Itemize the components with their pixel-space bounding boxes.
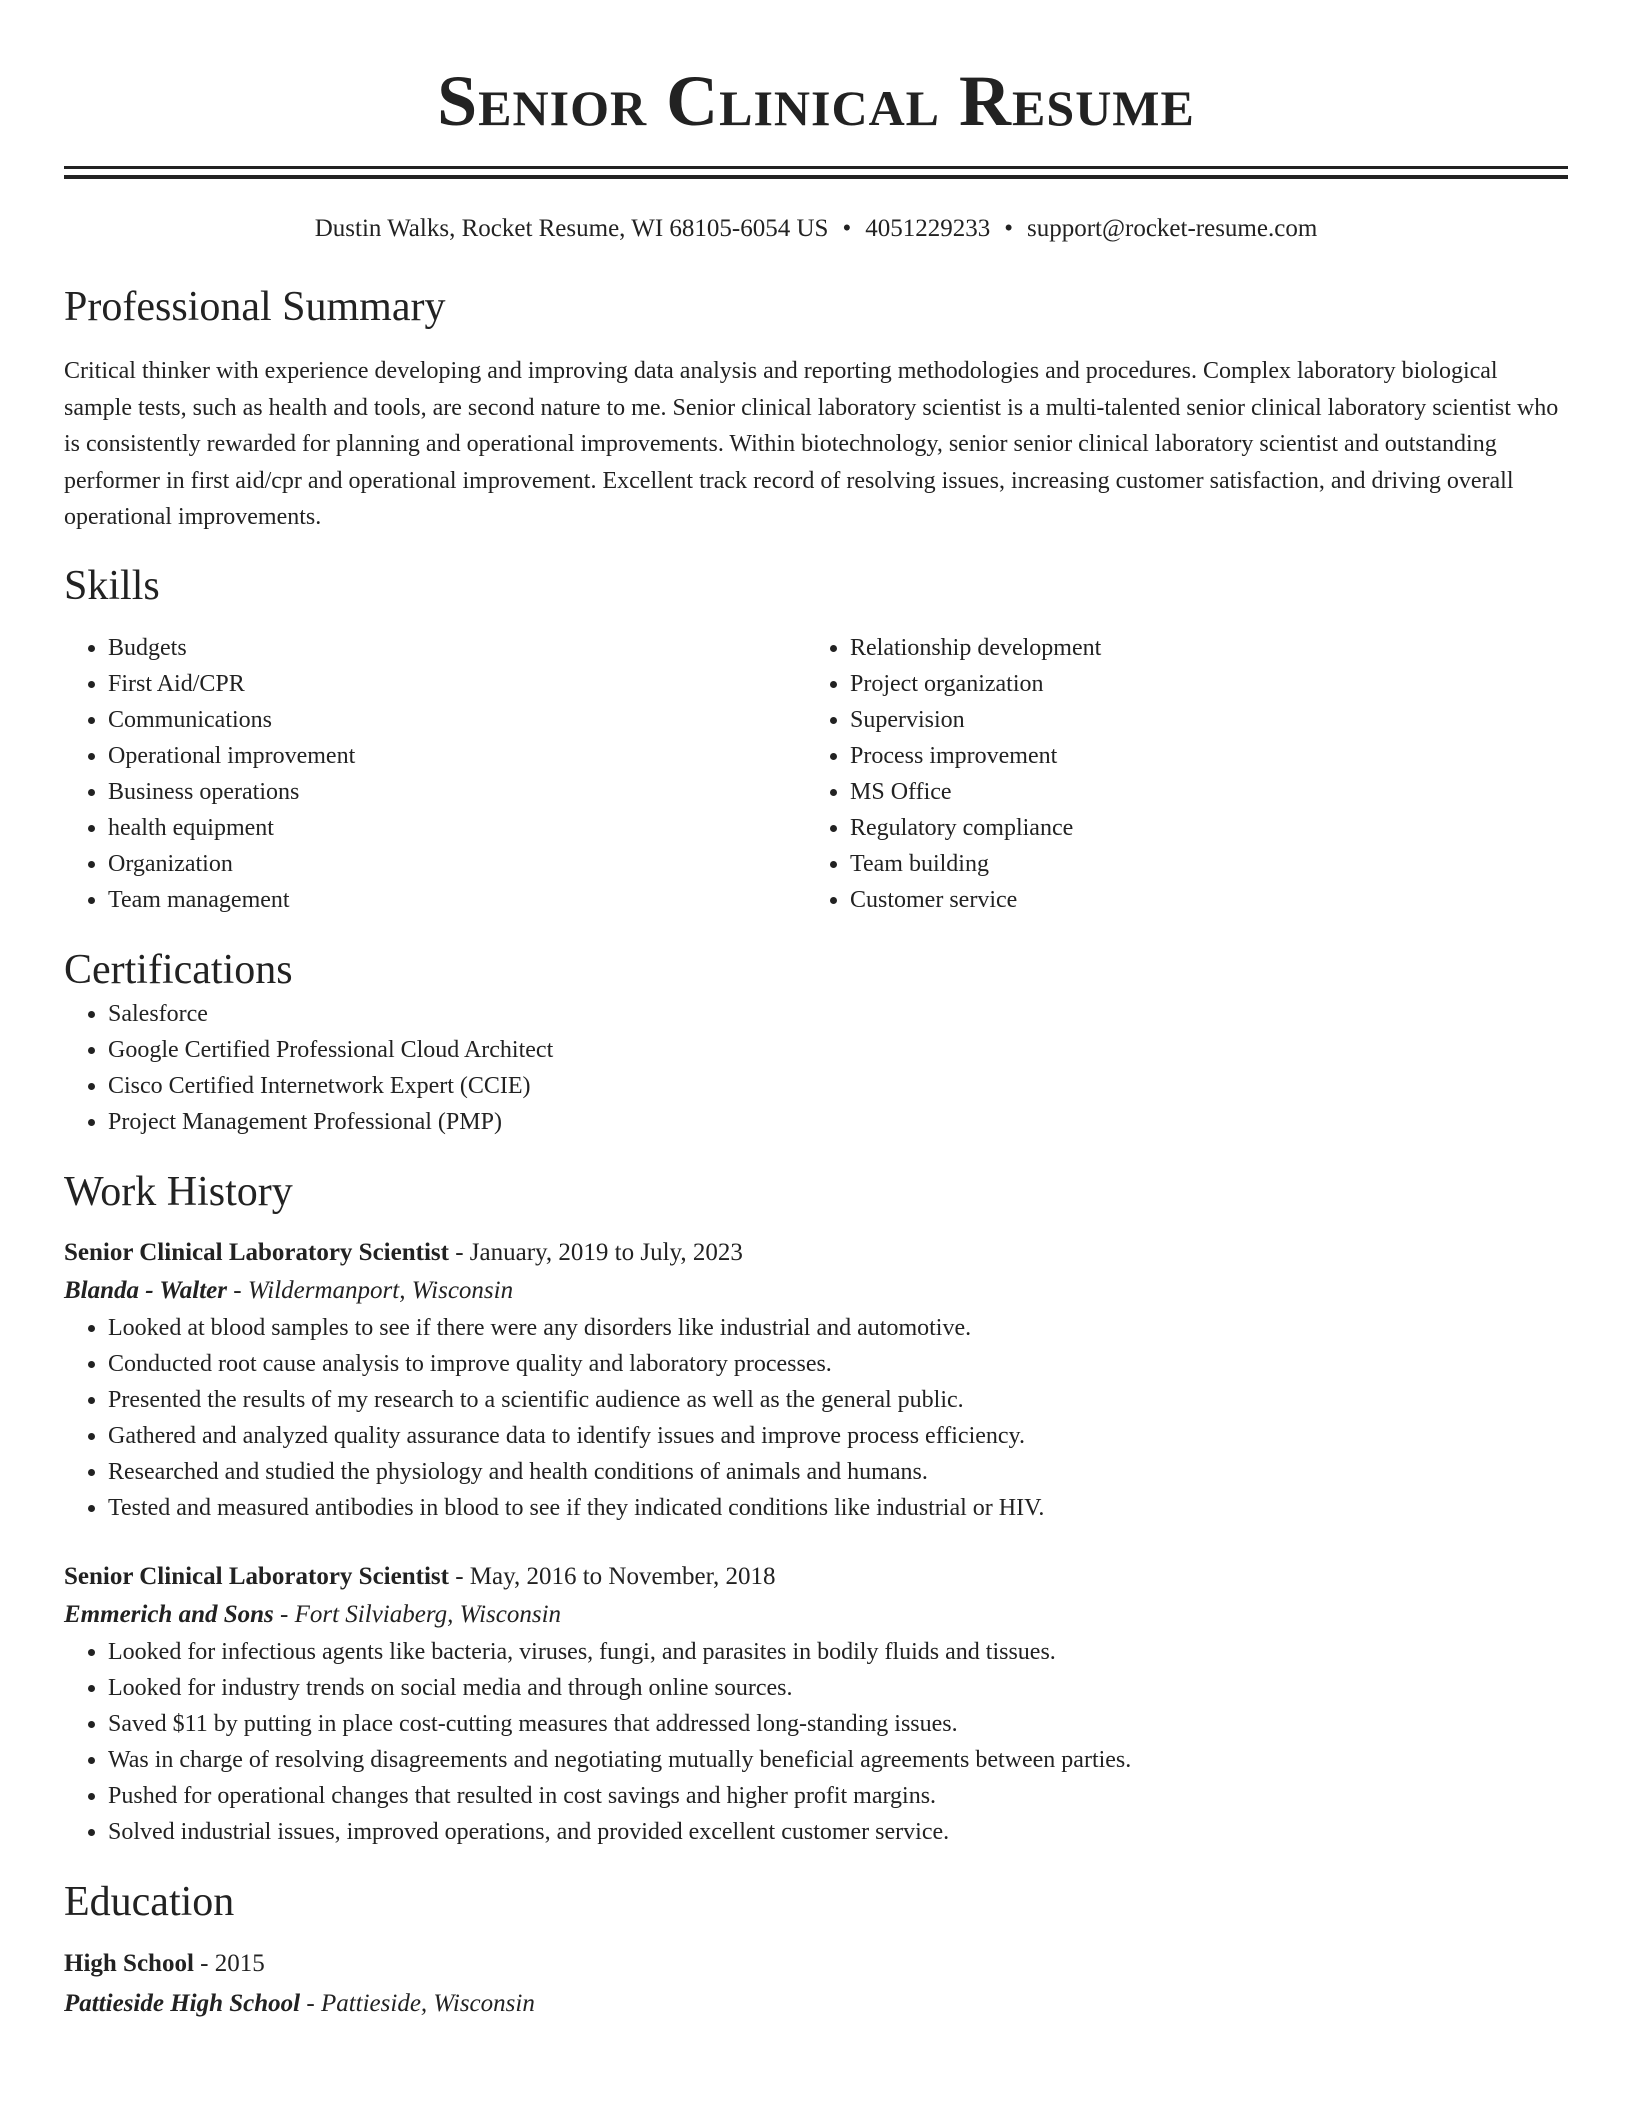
skill-item: • Operational improvement bbox=[108, 738, 806, 774]
certification-item: • Cisco Certified Internetwork Expert (CCIE) bbox=[108, 1068, 1568, 1104]
education-year: 2015 bbox=[214, 1949, 265, 1977]
skill-item: • Supervision bbox=[850, 702, 1548, 738]
job-employer: Emmerich and Sons bbox=[64, 1600, 274, 1628]
job-header bbox=[64, 1558, 1568, 1596]
skill-item: • First Aid/CPR bbox=[108, 666, 806, 702]
job-location: Wildermanport, Wisconsin bbox=[247, 1276, 514, 1304]
job-dates: January, 2019 to July, 2023 bbox=[469, 1238, 743, 1266]
job-duty: • Tested and measured antibodies in blood to see if they indicated conditions like industrial or HIV. bbox=[108, 1490, 1568, 1526]
skills-heading: Skills bbox=[64, 562, 160, 609]
certification-item: • Salesforce bbox=[108, 996, 1568, 1032]
contact-phone: 4051229233 bbox=[865, 215, 991, 242]
job-header bbox=[64, 1234, 1568, 1272]
education-school-line bbox=[64, 1984, 1568, 2024]
job-duty: • Saved $11 by putting in place cost-cutting measures that addressed long-standing issues. bbox=[108, 1706, 1568, 1742]
title-rule-top bbox=[64, 166, 1568, 169]
job-location: Fort Silviaberg, Wisconsin bbox=[294, 1600, 562, 1628]
contact-line bbox=[64, 213, 1568, 245]
resume-title: Senior Clinical Resume bbox=[437, 61, 1195, 141]
skill-item: • Business operations bbox=[108, 774, 806, 810]
job-dash: - bbox=[448, 1562, 470, 1590]
job-duty: • Solved industrial issues, improved operations, and provided excellent customer service. bbox=[108, 1814, 1568, 1850]
job-duty: • Looked for industry trends on social media and through online sources. bbox=[108, 1670, 1568, 1706]
work-history-heading: Work History bbox=[64, 1168, 293, 1215]
education-header bbox=[64, 1944, 1568, 1984]
skill-item: • Organization bbox=[108, 846, 806, 882]
job-title: Senior Clinical Laboratory Scientist bbox=[64, 1562, 449, 1590]
education-school: Pattieside High School bbox=[64, 1989, 301, 2017]
summary-text: Critical thinker with experience developing and improving data analysis and reporting methodologies and procedures. Complex laboratory biological sample tests, such as health and tools, are second nature to me. Senior clinical laboratory scientist is a multi-talented senior clinical laboratory scientist who is consistently rewarded for planning and operational improvements. Within biotechnology, senior senior clinical laboratory scientist and outstanding performer in first aid/cpr and operational improvement. Excellent track record of resolving issues, increasing customer satisfaction, and driving overall operational improvements. bbox=[64, 358, 1559, 530]
job-duty: • Looked for infectious agents like bacteria, viruses, fungi, and parasites in bodily fluids and tissues. bbox=[108, 1634, 1568, 1670]
job-duty: • Presented the results of my research to a scientific audience as well as the general public. bbox=[108, 1382, 1568, 1418]
skills-column-right bbox=[806, 630, 1548, 918]
skills-column-left bbox=[64, 630, 806, 918]
job-dates: May, 2016 to November, 2018 bbox=[469, 1562, 776, 1590]
summary-heading: Professional Summary bbox=[64, 284, 446, 330]
skills-list-left bbox=[64, 630, 806, 918]
education-location: Pattieside, Wisconsin bbox=[320, 1989, 535, 2017]
job-employer-line bbox=[64, 1272, 1568, 1310]
job-duty: • Conducted root cause analysis to improve quality and laboratory processes. bbox=[108, 1346, 1568, 1382]
education-dash: - bbox=[193, 1949, 215, 1977]
contact-address: Dustin Walks, Rocket Resume, WI 68105-6054 US bbox=[314, 215, 829, 242]
skill-item: • health equipment bbox=[108, 810, 806, 846]
job-duty: • Was in charge of resolving disagreements and negotiating mutually beneficial agreements between parties. bbox=[108, 1742, 1568, 1778]
education-dash: - bbox=[300, 1989, 321, 2017]
education-degree: High School bbox=[64, 1949, 194, 1977]
job-title: Senior Clinical Laboratory Scientist bbox=[64, 1238, 449, 1266]
job-duty: • Looked at blood samples to see if there were any disorders like industrial and automotive. bbox=[108, 1310, 1568, 1346]
skills-grid bbox=[64, 630, 1568, 918]
education-entry bbox=[64, 1944, 1568, 2024]
skill-item: • Project organization bbox=[850, 666, 1548, 702]
skill-item: • Customer service bbox=[850, 882, 1548, 918]
skill-item: • Communications bbox=[108, 702, 806, 738]
contact-email: support@rocket-resume.com bbox=[1026, 215, 1318, 242]
job-employer-line bbox=[64, 1596, 1568, 1634]
skill-item: • MS Office bbox=[850, 774, 1548, 810]
certifications-heading: Certifications bbox=[64, 946, 293, 993]
skill-item: • Budgets bbox=[108, 630, 806, 666]
certification-item: • Project Management Professional (PMP) bbox=[108, 1104, 1568, 1140]
job-dash: - bbox=[273, 1600, 295, 1628]
skills-list-right bbox=[806, 630, 1548, 918]
job-dash: - bbox=[227, 1276, 248, 1304]
contact-separator: • bbox=[1004, 215, 1013, 242]
job-entry bbox=[64, 1234, 1568, 1526]
skill-item: • Team building bbox=[850, 846, 1548, 882]
certifications-list bbox=[64, 996, 1568, 1140]
job-employer: Blanda - Walter bbox=[64, 1276, 227, 1304]
skill-item: • Team management bbox=[108, 882, 806, 918]
job-duty: • Gathered and analyzed quality assurance data to identify issues and improve process efficiency. bbox=[108, 1418, 1568, 1454]
job-duties-list bbox=[64, 1634, 1568, 1850]
job-duty: • Researched and studied the physiology and health conditions of animals and humans. bbox=[108, 1454, 1568, 1490]
skill-item: • Process improvement bbox=[850, 738, 1548, 774]
skill-item: • Regulatory compliance bbox=[850, 810, 1548, 846]
contact-separator: • bbox=[842, 215, 852, 242]
title-rule-bottom bbox=[64, 175, 1568, 179]
certification-item: • Google Certified Professional Cloud Architect bbox=[108, 1032, 1568, 1068]
education-heading: Education bbox=[64, 1878, 235, 1925]
job-duty: • Pushed for operational changes that resulted in cost savings and higher profit margins. bbox=[108, 1778, 1568, 1814]
skill-item: • Relationship development bbox=[850, 630, 1548, 666]
job-duties-list bbox=[64, 1310, 1568, 1526]
job-dash: - bbox=[448, 1238, 470, 1266]
job-entry bbox=[64, 1558, 1568, 1850]
